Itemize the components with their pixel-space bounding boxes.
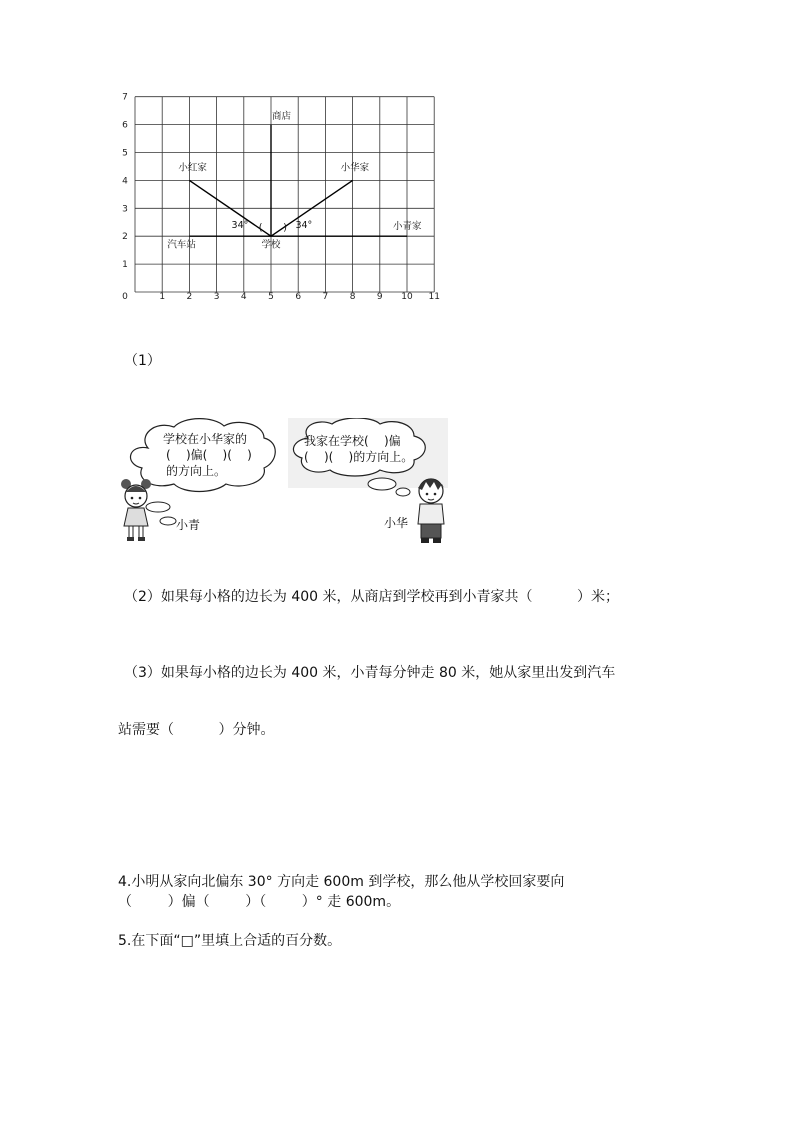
left-angle-label: 34°	[231, 219, 249, 231]
boy-name-label: 小华	[384, 516, 409, 530]
left-bubble-line3: 的方向上。	[166, 464, 227, 478]
question-4-line1: 4.小明从家向北偏东 30° 方向走 600m 到学校，那么他从学校回家要向	[118, 874, 565, 890]
tick-labels	[122, 93, 440, 302]
question-4-line2: （ ）偏（ ）（ ）° 走 600m。	[118, 894, 401, 910]
y-tick-label: 3	[122, 204, 128, 215]
part1-label: （1）	[124, 353, 161, 369]
x-tick-label: 1	[159, 292, 166, 302]
dialogue-illustration	[118, 418, 448, 548]
question-5: 5.在下面“□”里填上合适的百分数。	[118, 933, 342, 949]
right-bubble-line1: 我家在学校( )偏	[304, 434, 401, 448]
y-tick-label: 6	[122, 120, 128, 131]
boy-figure	[418, 479, 444, 543]
coordinate-grid-svg	[112, 92, 442, 307]
shop-label: 商店	[272, 111, 292, 123]
coordinate-map	[112, 92, 442, 307]
x-tick-label: 3	[213, 292, 220, 302]
y-tick-label: 2	[122, 232, 128, 243]
x-tick-label: 4	[240, 292, 247, 302]
x-tick-label: 6	[295, 292, 302, 302]
girl-figure	[121, 479, 151, 541]
x-tick-label: 9	[376, 292, 383, 302]
x-tick-label: 5	[268, 292, 274, 302]
question-2: （2）如果每小格的边长为 400 米，从商店到学校再到小青家共（ ）米；	[124, 589, 620, 605]
question-3-line2: 站需要（ ）分钟。	[118, 722, 275, 738]
girl-name-label: 小青	[176, 518, 201, 532]
y-tick-label: 1	[122, 260, 128, 271]
angle-paren-right: )	[283, 222, 287, 234]
x-tick-label: 8	[349, 292, 356, 302]
y-tick-label: 4	[122, 176, 128, 187]
angle-paren-left: (	[258, 222, 263, 234]
bus-station-label: 汽车站	[167, 239, 196, 251]
y-tick-label: 5	[122, 148, 128, 159]
xiaohong-home-label: 小红家	[178, 162, 207, 174]
xiaoqing-home-label: 小青家	[393, 221, 422, 233]
x-tick-label: 7	[322, 292, 329, 302]
left-bubble-line2: ( )偏( )( )	[166, 448, 252, 462]
x-tick-label: 11	[428, 292, 440, 302]
y-tick-label: 7	[122, 92, 128, 103]
question-3-line1: （3）如果每小格的边长为 400 米，小青每分钟走 80 米，她从家里出发到汽车	[124, 665, 616, 681]
x-tick-label: 2	[186, 292, 193, 302]
left-bubble-line1: 学校在小华家的	[163, 432, 248, 446]
right-bubble-line2: ( )( )的方向上。	[304, 450, 414, 464]
x-tick-label: 0	[122, 292, 128, 302]
xiaohua-home-label: 小华家	[340, 162, 370, 174]
right-angle-label: 34°	[295, 219, 313, 231]
school-label: 学校	[261, 239, 281, 251]
grid-lines	[135, 97, 434, 292]
x-tick-label: 10	[401, 292, 413, 302]
